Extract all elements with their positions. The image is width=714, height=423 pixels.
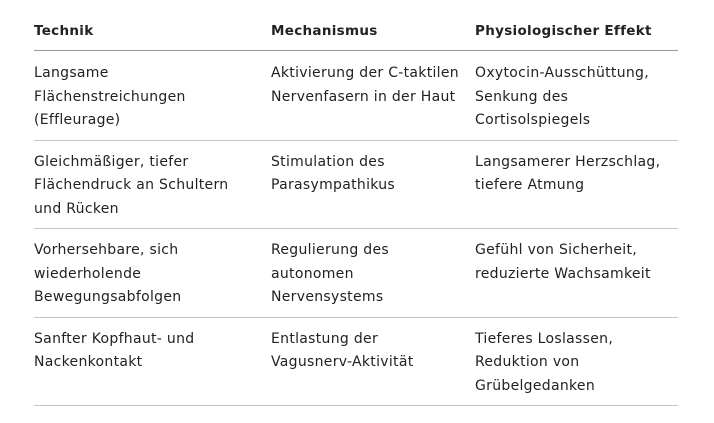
cell-mechanismus: Stimulation des Parasympathikus	[271, 140, 475, 229]
cell-effekt: Oxytocin-Ausschüttung, Senkung des Cortisolspiegels	[475, 51, 678, 141]
table-header-row	[34, 18, 678, 51]
table-row	[34, 317, 678, 406]
column-header-effekt: Physiologischer Effekt	[475, 18, 678, 51]
cell-mechanismus: Entlastung der Vagusnerv-Aktivität	[271, 317, 475, 406]
cell-effekt: Gefühl von Sicherheit, reduzierte Wachsamkeit	[475, 229, 678, 318]
technique-table	[34, 18, 678, 406]
cell-technik: Gleichmäßiger, tiefer Flächendruck an Schultern und Rücken	[34, 140, 271, 229]
cell-technik: Sanfter Kopfhaut- und Nackenkontakt	[34, 317, 271, 406]
table-row	[34, 51, 678, 141]
technique-table-container	[34, 18, 678, 406]
table-row	[34, 229, 678, 318]
column-header-technik: Technik	[34, 18, 271, 51]
cell-mechanismus: Regulierung des autonomen Nervensystems	[271, 229, 475, 318]
column-header-mechanismus: Mechanismus	[271, 18, 475, 51]
table-row	[34, 140, 678, 229]
cell-technik: Vorhersehbare, sich wiederholende Bewegungsabfolgen	[34, 229, 271, 318]
cell-technik: Langsame Flächenstreichungen (Effleurage)	[34, 51, 271, 141]
cell-effekt: Langsamerer Herzschlag, tiefere Atmung	[475, 140, 678, 229]
cell-effekt: Tieferes Loslassen, Reduktion von Grübelgedanken	[475, 317, 678, 406]
cell-mechanismus: Aktivierung der C-taktilen Nervenfasern in der Haut	[271, 51, 475, 141]
